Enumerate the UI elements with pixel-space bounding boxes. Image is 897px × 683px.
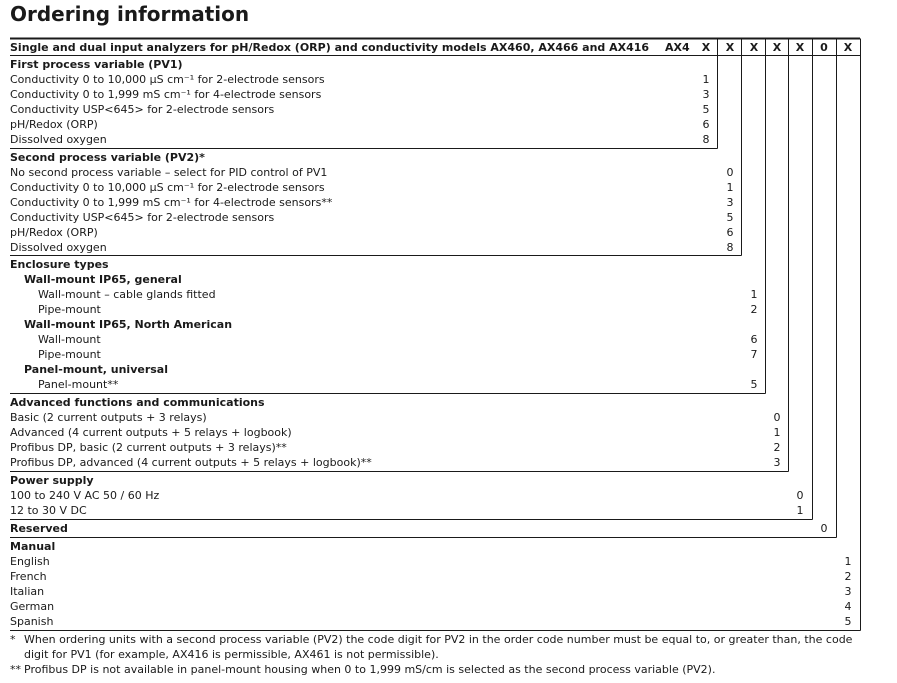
footnote-text: digit for PV1 (for example, AX416 is permissible, AX461 is not permissible).: [24, 648, 439, 661]
table-header-label: Single and dual input analyzers for pH/Redox (ORP) and conductivity models AX460, AX466 and AX416: [10, 41, 650, 54]
header-base-code: AX4: [665, 41, 690, 54]
section-title-pv2: Second process variable (PV2)*: [10, 151, 205, 164]
section-title-enclosure: Enclosure types: [10, 258, 109, 271]
header-code-4: X: [772, 41, 782, 54]
option-code: 8: [702, 133, 710, 146]
option-label: Conductivity 0 to 1,999 mS cm⁻¹ for 4-electrode sensors**: [10, 196, 333, 209]
option-label: Profibus DP, basic (2 current outputs + 3 relays)**: [10, 441, 287, 454]
option-label: Spanish: [10, 615, 54, 628]
option-code: 1: [750, 288, 758, 301]
option-label: Conductivity 0 to 10,000 µS cm⁻¹ for 2-electrode sensors: [10, 181, 325, 194]
header-code-1: X: [701, 41, 711, 54]
option-code: 1: [773, 426, 781, 439]
option-code: 0: [726, 166, 734, 179]
option-label: German: [10, 600, 55, 613]
option-code: 5: [844, 615, 852, 628]
option-code: 5: [726, 211, 734, 224]
option-code: 0: [773, 411, 781, 424]
header-code-5: X: [795, 41, 805, 54]
option-label: Wall-mount: [38, 333, 101, 346]
option-code: 2: [750, 303, 758, 316]
option-code: 1: [702, 73, 710, 86]
group-title: Wall-mount IP65, general: [24, 273, 182, 286]
section-title-pv1: First process variable (PV1): [10, 58, 183, 71]
section-title-power: Power supply: [10, 474, 94, 487]
footnote-text: When ordering units with a second process variable (PV2) the code digit for PV2 in the order code number must be equal to, or greater than, the code: [24, 633, 853, 646]
option-code: 6: [702, 118, 710, 131]
option-label: Wall-mount – cable glands fitted: [38, 288, 216, 301]
option-label: Italian: [10, 585, 45, 598]
header-code-3: X: [749, 41, 759, 54]
option-code: 3: [773, 456, 781, 469]
option-code: 7: [750, 348, 758, 361]
footnote-marker: *: [10, 633, 16, 646]
option-code: 8: [726, 241, 734, 254]
option-label: Dissolved oxygen: [10, 133, 107, 146]
header-code-7: X: [843, 41, 853, 54]
option-label: English: [10, 555, 50, 568]
option-code: 6: [750, 333, 758, 346]
option-code: 2: [773, 441, 781, 454]
header-code-6: 0: [820, 41, 828, 54]
option-code: 0: [796, 489, 804, 502]
option-code: 3: [726, 196, 734, 209]
option-code: 6: [726, 226, 734, 239]
option-label: Conductivity 0 to 1,999 mS cm⁻¹ for 4-electrode sensors: [10, 88, 322, 101]
option-label: Basic (2 current outputs + 3 relays): [10, 411, 207, 424]
option-code: 3: [844, 585, 852, 598]
option-label: Advanced (4 current outputs + 5 relays + logbook): [10, 426, 292, 439]
option-label: Conductivity USP<645> for 2-electrode sensors: [10, 211, 275, 224]
section-title-advanced: Advanced functions and communications: [10, 396, 265, 409]
section-title-reserved: Reserved: [10, 522, 68, 535]
option-label: pH/Redox (ORP): [10, 226, 98, 239]
option-label: No second process variable – select for PID control of PV1: [10, 166, 328, 179]
option-code: 2: [844, 570, 852, 583]
group-title: Panel-mount, universal: [24, 363, 168, 376]
option-code: 0: [820, 522, 828, 535]
page-title: Ordering information: [10, 2, 250, 26]
option-code: 5: [750, 378, 758, 391]
option-label: Pipe-mount: [38, 303, 101, 316]
header-code-2: X: [725, 41, 735, 54]
footnote-text: Profibus DP is not available in panel-mount housing when 0 to 1,999 mS/cm is selected as the second process variable (PV2).: [24, 663, 716, 676]
option-label: Panel-mount**: [38, 378, 119, 391]
option-code: 1: [796, 504, 804, 517]
option-code: 5: [702, 103, 710, 116]
option-label: 12 to 30 V DC: [10, 504, 87, 517]
option-label: French: [10, 570, 47, 583]
option-code: 3: [702, 88, 710, 101]
option-label: Pipe-mount: [38, 348, 101, 361]
option-code: 1: [844, 555, 852, 568]
option-label: Conductivity USP<645> for 2-electrode sensors: [10, 103, 275, 116]
option-label: Profibus DP, advanced (4 current outputs + 5 relays + logbook)**: [10, 456, 372, 469]
option-code: 1: [726, 181, 734, 194]
option-label: 100 to 240 V AC 50 / 60 Hz: [10, 489, 160, 502]
group-title: Wall-mount IP65, North American: [24, 318, 233, 331]
option-label: Conductivity 0 to 10,000 µS cm⁻¹ for 2-electrode sensors: [10, 73, 325, 86]
option-code: 4: [844, 600, 852, 613]
section-title-manual: Manual: [10, 540, 56, 553]
option-label: pH/Redox (ORP): [10, 118, 98, 131]
footnote-marker: **: [10, 663, 21, 676]
option-label: Dissolved oxygen: [10, 241, 107, 254]
